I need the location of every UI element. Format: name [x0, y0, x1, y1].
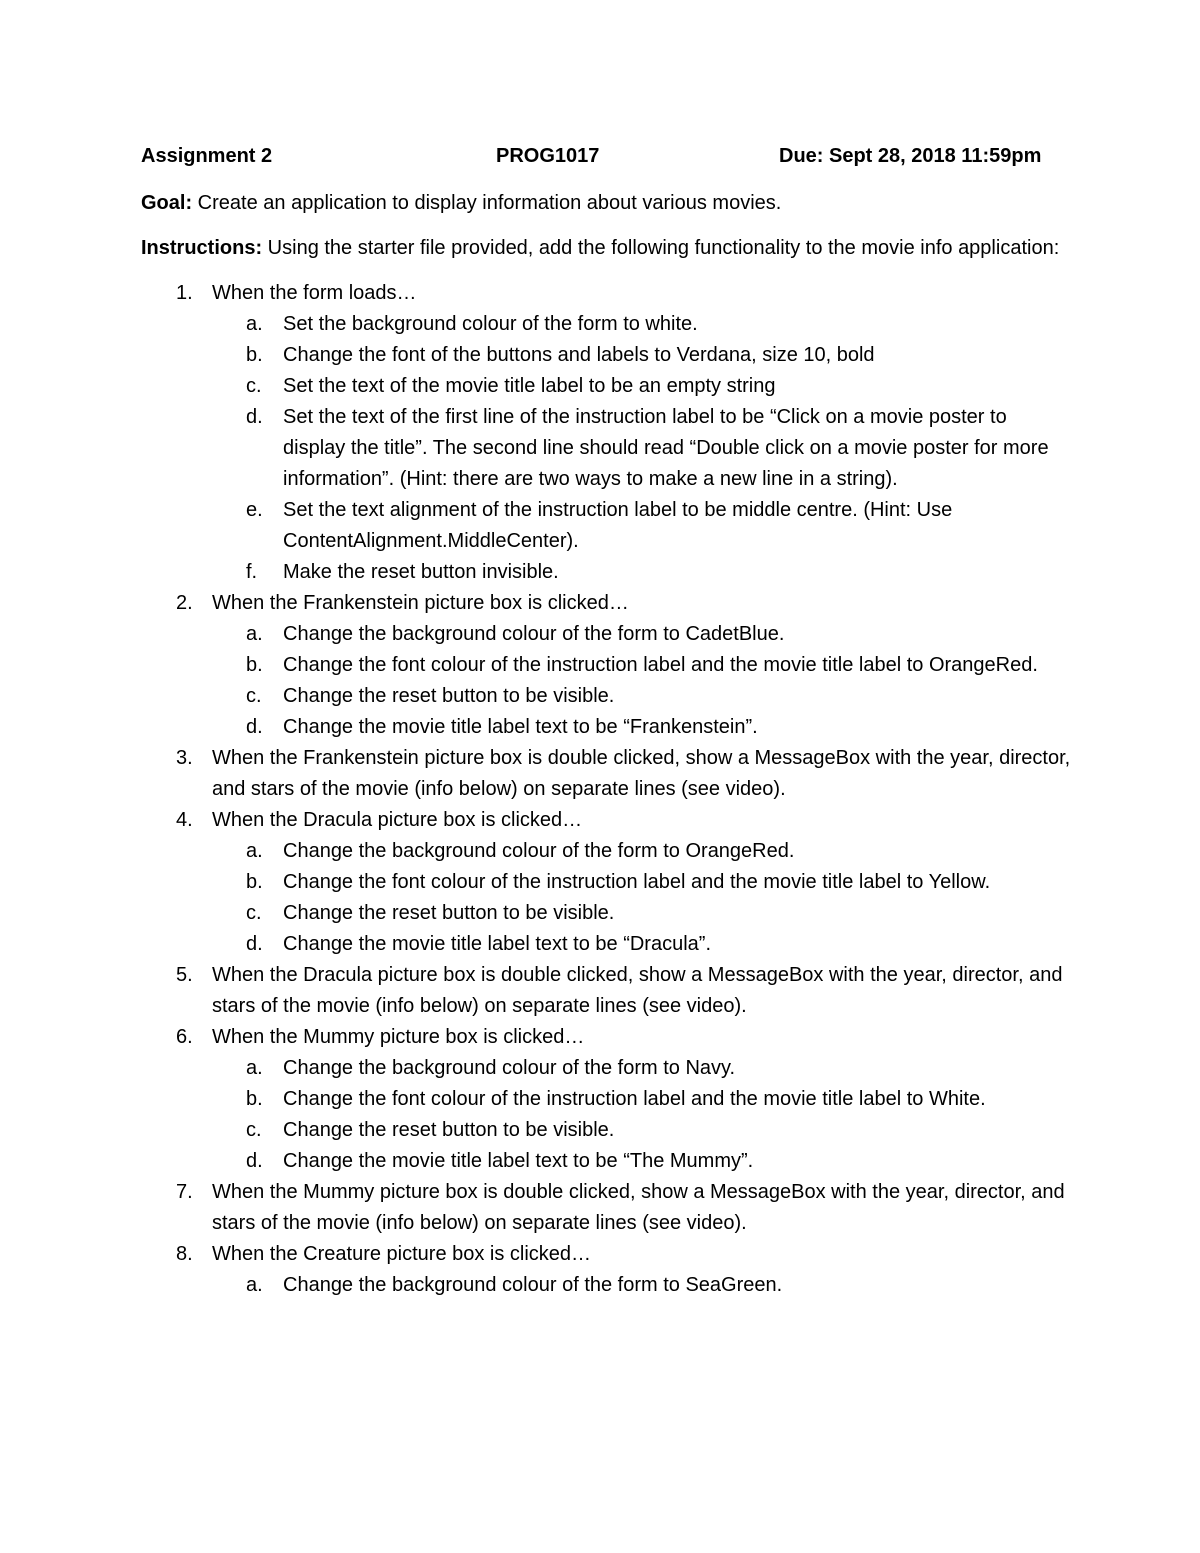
sub-list-letter: c. — [246, 902, 262, 924]
sub-list-text: Make the reset button invisible. — [283, 561, 559, 583]
sub-list-text: Change the reset button to be visible. — [283, 902, 615, 924]
document-content — [141, 141, 1071, 1301]
sub-list-item — [141, 340, 1071, 371]
sub-list-item — [141, 1146, 1071, 1177]
sub-list-item — [141, 402, 1071, 495]
sub-list-text: Change the font colour of the instruction label and the movie title label to White. — [283, 1088, 986, 1110]
sub-list — [212, 1053, 1071, 1177]
list-number: 3. — [176, 747, 193, 769]
sub-list-item — [141, 309, 1071, 340]
list-item-text: When the Mummy picture box is double clicked, show a MessageBox with the year, director, and stars of the movie (info below) on separate lines (see video). — [212, 1181, 1065, 1234]
instructions-paragraph — [141, 233, 1071, 264]
list-item — [141, 805, 1071, 960]
sub-list-text: Change the movie title label text to be “Frankenstein”. — [283, 716, 758, 738]
sub-list-letter: a. — [246, 1057, 263, 1079]
sub-list-letter: c. — [246, 375, 262, 397]
list-item — [141, 278, 1071, 588]
list-number: 6. — [176, 1026, 193, 1048]
list-item — [141, 1177, 1071, 1239]
sub-list-letter: b. — [246, 344, 263, 366]
sub-list-item — [141, 557, 1071, 588]
list-item — [141, 1239, 1071, 1301]
goal-text: Create an application to display information about various movies. — [192, 192, 782, 214]
list-item-text: When the Frankenstein picture box is double clicked, show a MessageBox with the year, director, and stars of the movie (info below) on separate lines (see video). — [212, 747, 1071, 800]
sub-list-text: Change the font colour of the instruction label and the movie title label to Yellow. — [283, 871, 991, 893]
sub-list-text: Change the background colour of the form to Navy. — [283, 1057, 736, 1079]
sub-list-text: Change the font of the buttons and labels to Verdana, size 10, bold — [283, 344, 875, 366]
sub-list-text: Change the background colour of the form to CadetBlue. — [283, 623, 785, 645]
sub-list-text: Set the text of the movie title label to be an empty string — [283, 375, 776, 397]
sub-list-text: Set the text alignment of the instruction label to be middle centre. (Hint: Use ContentAlignment.MiddleCenter). — [283, 499, 953, 552]
sub-list-letter: e. — [246, 499, 263, 521]
sub-list — [212, 1270, 1071, 1301]
list-number: 2. — [176, 592, 193, 614]
sub-list-letter: b. — [246, 1088, 263, 1110]
list-item-text: When the Mummy picture box is clicked… — [212, 1026, 585, 1048]
sub-list — [212, 619, 1071, 743]
sub-list-letter: a. — [246, 840, 263, 862]
sub-list-letter: c. — [246, 1119, 262, 1141]
sub-list-item — [141, 1270, 1071, 1301]
sub-list-letter: a. — [246, 1274, 263, 1296]
sub-list-text: Change the font colour of the instruction label and the movie title label to OrangeRed. — [283, 654, 1038, 676]
list-item-text: When the Frankenstein picture box is clicked… — [212, 592, 629, 614]
list-number: 8. — [176, 1243, 193, 1265]
sub-list-letter: b. — [246, 654, 263, 676]
sub-list — [212, 836, 1071, 960]
sub-list-letter: c. — [246, 685, 262, 707]
sub-list-text: Change the movie title label text to be “The Mummy”. — [283, 1150, 754, 1172]
list-number: 5. — [176, 964, 193, 986]
list-item — [141, 1022, 1071, 1177]
list-item — [141, 588, 1071, 743]
list-item-text: When the Dracula picture box is clicked… — [212, 809, 583, 831]
list-item-text: When the form loads… — [212, 282, 417, 304]
sub-list-item — [141, 681, 1071, 712]
sub-list-text: Change the movie title label text to be “Dracula”. — [283, 933, 711, 955]
sub-list-item — [141, 495, 1071, 557]
sub-list-letter: d. — [246, 716, 263, 738]
sub-list-text: Set the text of the first line of the instruction label to be “Click on a movie poster to display the title”. The second line should read “Double click on a movie poster for more information”. (Hint: there are two ways to make a new line in a string). — [283, 406, 1049, 490]
sub-list-item — [141, 619, 1071, 650]
sub-list-letter: f. — [246, 561, 258, 583]
instructions-label: Instructions: — [141, 237, 263, 259]
list-item-text: When the Dracula picture box is double clicked, show a MessageBox with the year, director, and stars of the movie (info below) on separate lines (see video). — [212, 964, 1063, 1017]
sub-list-letter: d. — [246, 933, 263, 955]
assignment-title: Assignment 2 — [141, 145, 273, 167]
sub-list-item — [141, 898, 1071, 929]
document-header — [141, 141, 1071, 172]
list-item — [141, 743, 1071, 805]
sub-list-text: Change the background colour of the form to OrangeRed. — [283, 840, 795, 862]
sub-list-item — [141, 712, 1071, 743]
sub-list-letter: a. — [246, 623, 263, 645]
due-date: Due: Sept 28, 2018 11:59pm — [779, 145, 1042, 167]
list-number: 4. — [176, 809, 193, 831]
course-code: PROG1017 — [496, 145, 600, 167]
sub-list-letter: a. — [246, 313, 263, 335]
sub-list-text: Change the reset button to be visible. — [283, 1119, 615, 1141]
sub-list-item — [141, 650, 1071, 681]
sub-list-letter: d. — [246, 406, 263, 428]
sub-list — [212, 309, 1071, 588]
sub-list-item — [141, 1053, 1071, 1084]
goal-paragraph — [141, 188, 1071, 219]
sub-list-item — [141, 1084, 1071, 1115]
instructions-text: Using the starter file provided, add the following functionality to the movie info application: — [262, 237, 1060, 259]
sub-list-item — [141, 867, 1071, 898]
sub-list-text: Change the reset button to be visible. — [283, 685, 615, 707]
sub-list-text: Set the background colour of the form to white. — [283, 313, 698, 335]
list-item-text: When the Creature picture box is clicked… — [212, 1243, 592, 1265]
goal-label: Goal: — [141, 192, 193, 214]
sub-list-text: Change the background colour of the form to SeaGreen. — [283, 1274, 783, 1296]
sub-list-item — [141, 836, 1071, 867]
sub-list-letter: d. — [246, 1150, 263, 1172]
instruction-list — [141, 278, 1071, 1301]
sub-list-item — [141, 1115, 1071, 1146]
list-number: 1. — [176, 282, 193, 304]
list-item — [141, 960, 1071, 1022]
sub-list-item — [141, 929, 1071, 960]
sub-list-item — [141, 371, 1071, 402]
list-number: 7. — [176, 1181, 193, 1203]
sub-list-letter: b. — [246, 871, 263, 893]
